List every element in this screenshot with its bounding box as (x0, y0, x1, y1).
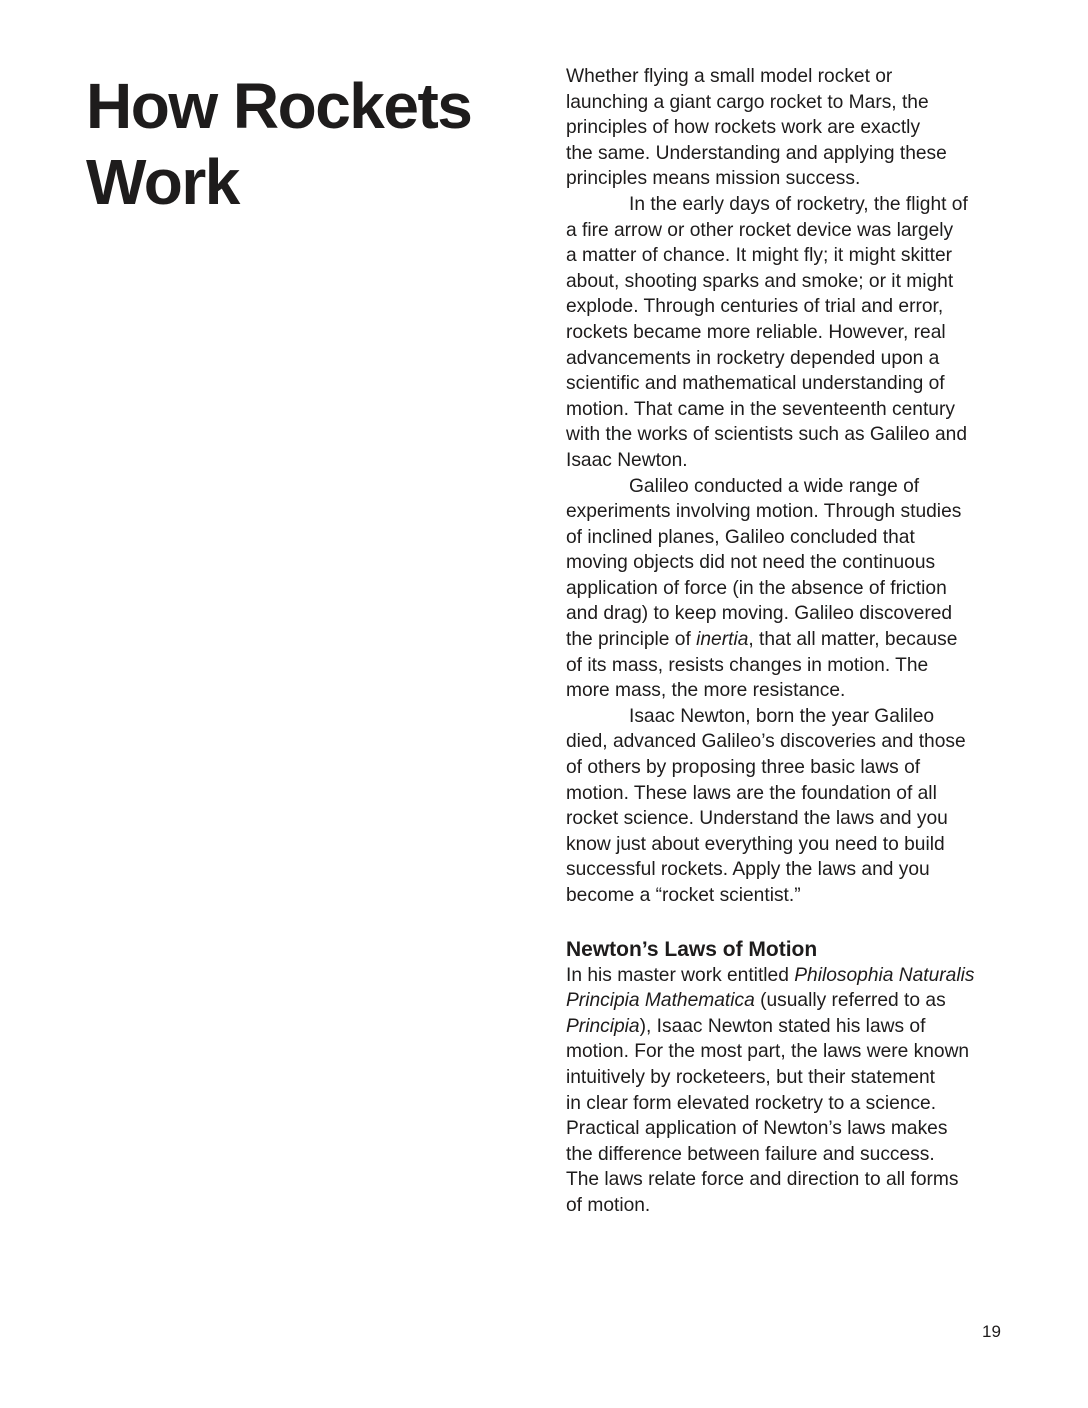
text-line: the difference between failure and success. (566, 1143, 935, 1165)
text-segment: (usually referred to as (754, 990, 946, 1012)
italic-term-inertia: inertia (696, 629, 749, 651)
italic-title: Principia Mathematica (566, 990, 755, 1012)
section-heading: Newton’s Laws of Motion (566, 937, 818, 961)
text-line: more mass, the more resistance. (566, 680, 846, 702)
text-line: experiments involving motion. Through studies (566, 501, 962, 523)
text-line: principles of how rockets work are exactly (566, 117, 921, 139)
text-line (566, 963, 1036, 989)
text-line: rocket science. Understand the laws and you (566, 808, 948, 830)
text-line: a fire arrow or other rocket device was largely (566, 219, 954, 241)
text-line: Isaac Newton, born the year Galileo (629, 705, 935, 727)
text-line: motion. That came in the seventeenth century (566, 398, 955, 420)
text-line: application of force (in the absence of friction (566, 577, 947, 599)
text-line: motion. These laws are the foundation of all (566, 782, 937, 804)
text-line: died, advanced Galileo’s discoveries and those (566, 731, 966, 753)
text-line: Practical application of Newton’s laws makes (566, 1118, 948, 1140)
text-segment: In his master work entitled (566, 964, 795, 986)
text-line: Isaac Newton. (566, 449, 688, 471)
text-line: explode. Through centuries of trial and error, (566, 296, 944, 318)
text-line: moving objects did not need the continuous (566, 552, 936, 574)
text-line: a matter of chance. It might fly; it might skitter (566, 245, 953, 267)
text-line: The laws relate force and direction to all forms (566, 1169, 959, 1191)
text-line: Whether flying a small model rocket or (566, 66, 893, 87)
paragraph-galileo (566, 474, 1036, 704)
title-line: How Rockets (86, 70, 472, 142)
page-title (86, 68, 526, 220)
title-line: Work (86, 146, 239, 218)
paragraph-intro (566, 64, 1036, 192)
text-line: rockets became more reliable. However, real (566, 321, 946, 343)
text-line: the same. Understanding and applying these (566, 142, 947, 164)
text-line: motion. For the most part, the laws were known (566, 1041, 970, 1063)
text-line: of others by proposing three basic laws of (566, 757, 921, 779)
text-line: advancements in rocketry depended upon a (566, 347, 940, 369)
text-line: in clear form elevated rocketry to a science. (566, 1092, 937, 1114)
page-number: 19 (982, 1322, 1001, 1341)
text-line: and drag) to keep moving. Galileo discovered (566, 603, 953, 625)
paragraph-newton (566, 704, 1036, 909)
text-line: launching a giant cargo rocket to Mars, the (566, 91, 929, 113)
text-line: know just about everything you need to build (566, 833, 945, 855)
text-line: of inclined planes, Galileo concluded that (566, 526, 915, 548)
text-line (566, 1014, 1036, 1040)
text-line: intuitively by rocketeers, but their statement (566, 1066, 935, 1088)
paragraph-principia (566, 963, 1036, 1219)
text-segment: , that all matter, because (748, 629, 958, 651)
italic-title: Principia (566, 1015, 640, 1037)
text-line: scientific and mathematical understanding of (566, 373, 945, 395)
text-line: with the works of scientists such as Galileo and (566, 424, 967, 446)
text-line: In the early days of rocketry, the flight of (629, 193, 968, 215)
body-column (566, 64, 1036, 1219)
paragraph-early-days (566, 192, 1036, 474)
italic-title: Philosophia Naturalis (794, 964, 975, 986)
text-segment: the principle of (566, 629, 697, 651)
text-line (566, 627, 1036, 653)
text-line: successful rockets. Apply the laws and you (566, 859, 930, 881)
text-segment: ), Isaac Newton stated his laws of (639, 1015, 926, 1037)
text-line: Galileo conducted a wide range of (629, 475, 920, 497)
text-line: about, shooting sparks and smoke; or it might (566, 270, 954, 292)
text-line: of its mass, resists changes in motion. The (566, 654, 929, 676)
text-line: principles means mission success. (566, 168, 861, 190)
text-line: become a “rocket scientist.” (566, 885, 801, 906)
text-line: of motion. (566, 1194, 651, 1216)
text-line (566, 988, 1036, 1014)
